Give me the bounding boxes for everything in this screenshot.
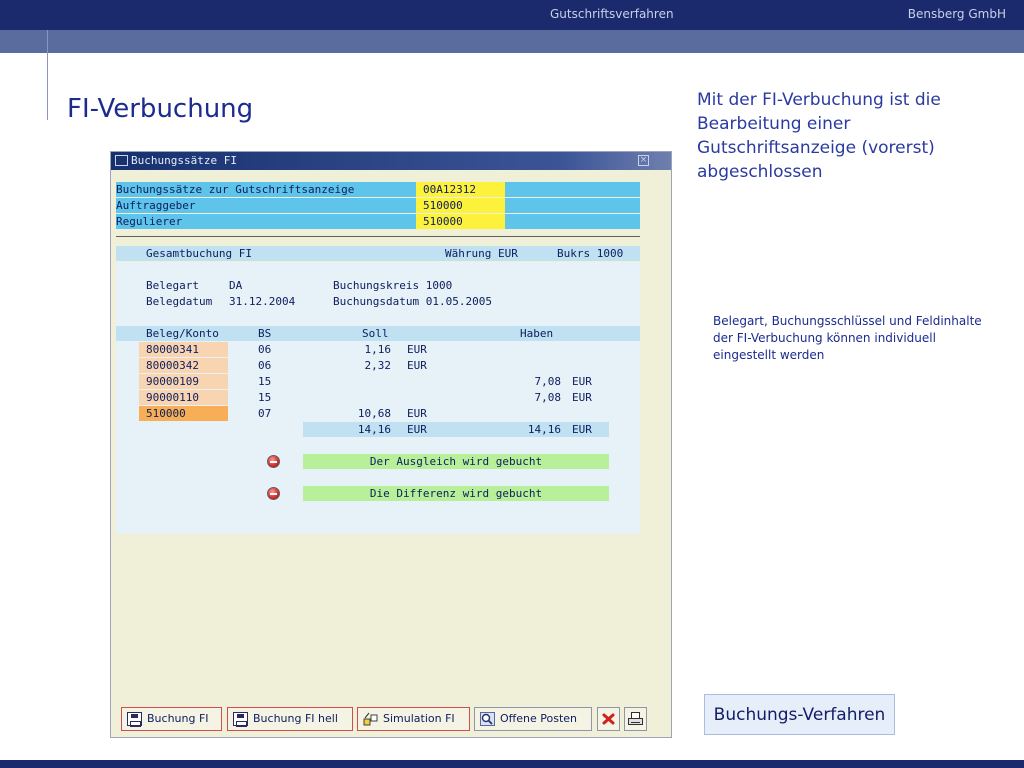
button-label: Offene Posten <box>500 712 577 725</box>
buchungskreis: Buchungskreis 1000 <box>333 279 453 292</box>
soll-cell: 1,16 <box>364 343 391 356</box>
save-icon <box>127 712 142 726</box>
separator <box>116 236 640 237</box>
slide-title: FI-Verbuchung <box>67 94 254 124</box>
message-ausgleich: Der Ausgleich wird gebucht <box>303 454 609 469</box>
bs-cell: 06 <box>258 359 272 372</box>
dialog-titlebar <box>111 152 671 170</box>
soll-cell: 2,32 <box>364 359 391 372</box>
currency-label: Währung EUR <box>445 247 518 260</box>
bukrs-label: Bukrs 1000 <box>557 247 624 260</box>
konto-cell[interactable]: 80000342 <box>139 358 228 373</box>
bs-cell: 15 <box>258 375 272 388</box>
konto-cell[interactable]: 80000341 <box>139 342 228 357</box>
header-center-text: Gutschriftsverfahren <box>550 7 674 21</box>
save-icon <box>233 712 248 726</box>
bs-cell: 06 <box>258 343 272 356</box>
soll-cell: 10,68 <box>357 407 391 420</box>
bs-cell: 07 <box>258 407 272 420</box>
haben-cell: 7,08 <box>534 375 561 388</box>
note-small: Belegart, Buchungsschlüssel und Feldinhalte der FI-Verbuchung können individuell eingestellt werden <box>713 314 982 362</box>
total-haben: 14,16 <box>527 423 561 436</box>
belegart-value: DA <box>229 279 243 292</box>
cancel-icon <box>601 712 616 726</box>
info-value-field[interactable]: 00A12312 <box>416 182 505 197</box>
simulation-fi-button[interactable] <box>357 707 470 731</box>
close-icon[interactable]: × <box>639 155 648 165</box>
belegart-label: Belegart <box>146 279 199 292</box>
col-soll: Soll <box>362 327 389 340</box>
window-icon <box>115 155 128 166</box>
konto-cell[interactable]: 90000109 <box>139 374 228 389</box>
konto-cell[interactable]: 510000 <box>139 406 228 421</box>
buchung-fi-hell-button[interactable] <box>227 707 353 731</box>
cancel-button[interactable] <box>597 707 620 731</box>
soll-currency: EUR <box>407 343 427 356</box>
print-button[interactable] <box>624 707 647 731</box>
info-label: Regulierer <box>116 215 183 228</box>
process-box: Buchungs-Verfahren <box>704 694 895 735</box>
soll-currency: EUR <box>407 359 427 372</box>
stop-icon <box>267 455 280 468</box>
search-icon <box>480 712 495 726</box>
info-label: Buchungssätze zur Gutschriftsanzeige <box>116 183 355 196</box>
buchungsdatum: Buchungsdatum 01.05.2005 <box>333 295 492 308</box>
col-konto: Beleg/Konto <box>146 327 219 340</box>
print-icon <box>628 712 643 726</box>
total-soll-currency: EUR <box>407 423 427 436</box>
dialog-title: Buchungssätze FI <box>131 154 237 167</box>
sap-dialog <box>110 151 672 738</box>
total-haben-currency: EUR <box>572 423 592 436</box>
stop-icon <box>267 487 280 500</box>
note-main: Mit der FI-Verbuchung ist die Bearbeitung einer Gutschriftsanzeige (vorerst) abgeschlossen <box>697 90 941 182</box>
info-label: Auftraggeber <box>116 199 196 212</box>
col-haben: Haben <box>520 327 554 340</box>
offene-posten-button[interactable] <box>474 707 592 731</box>
message-differenz: Die Differenz wird gebucht <box>303 486 609 501</box>
soll-currency: EUR <box>407 407 427 420</box>
button-label: Buchung FI <box>147 712 209 725</box>
buchung-fi-button[interactable] <box>121 707 222 731</box>
header-sub-bar <box>0 30 1024 53</box>
bs-cell: 15 <box>258 391 272 404</box>
header-bar <box>0 0 1024 30</box>
button-label: Simulation FI <box>383 712 455 725</box>
footer-bar <box>0 760 1024 768</box>
button-label: Buchung FI hell <box>253 712 338 725</box>
konto-cell[interactable]: 90000110 <box>139 390 228 405</box>
total-soll: 14,16 <box>357 423 391 436</box>
belegdatum-label: Belegdatum <box>146 295 213 308</box>
belegdatum-value: 31.12.2004 <box>229 295 296 308</box>
divider-vertical <box>47 30 48 120</box>
haben-currency: EUR <box>572 391 592 404</box>
simulation-icon <box>363 712 378 726</box>
haben-currency: EUR <box>572 375 592 388</box>
info-value-field[interactable]: 510000 <box>416 214 505 229</box>
col-bs: BS <box>258 327 272 340</box>
haben-cell: 7,08 <box>534 391 561 404</box>
section-title: Gesamtbuchung FI <box>146 247 252 260</box>
header-company: Bensberg GmbH <box>907 7 1006 21</box>
info-row <box>116 214 640 229</box>
info-value-field[interactable]: 510000 <box>416 198 505 213</box>
